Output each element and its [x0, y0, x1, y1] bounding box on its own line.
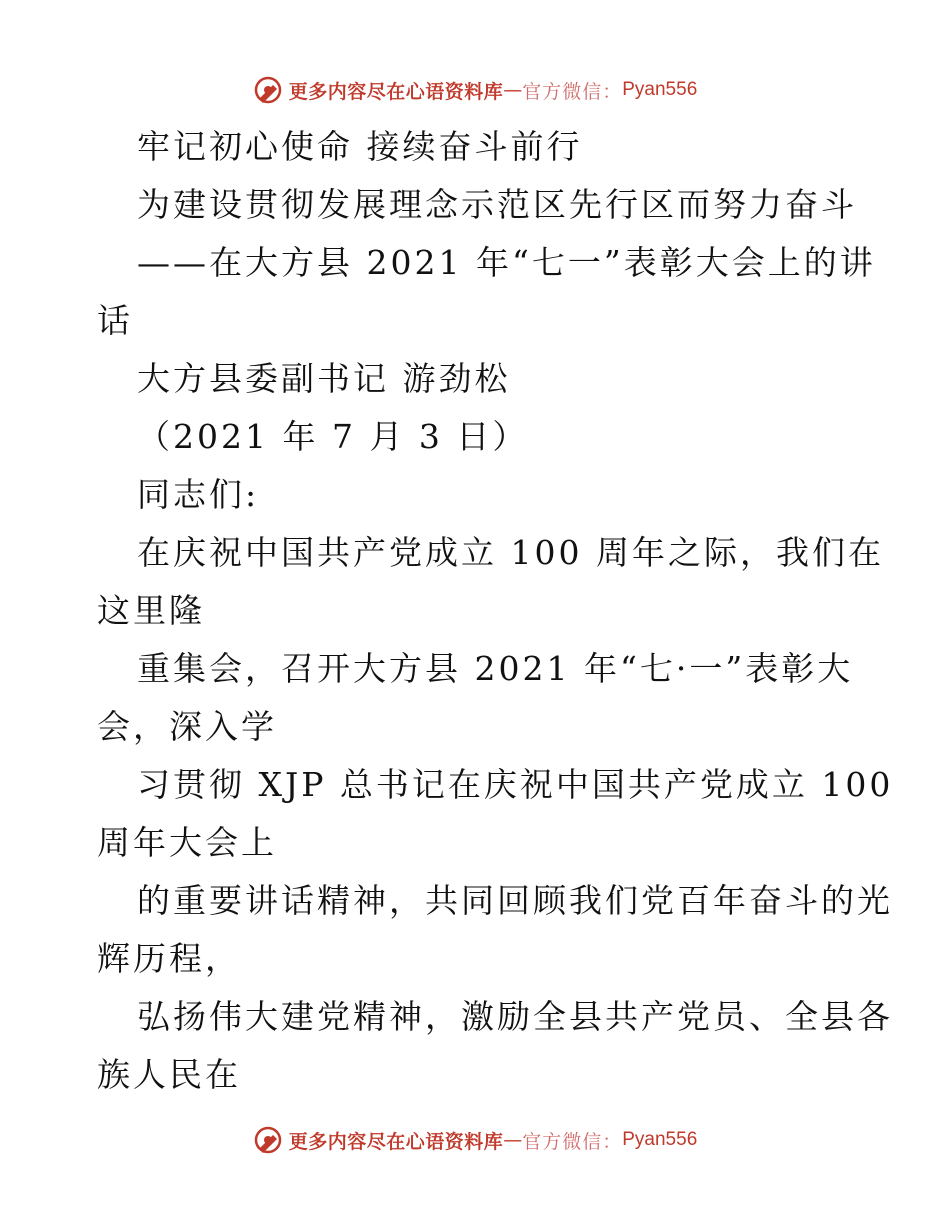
watermark-wechat-label: 官方微信： — [522, 80, 623, 103]
paragraph-line: 会，深入学 — [97, 707, 277, 746]
paragraph-line: 族人民在 — [97, 1055, 241, 1094]
watermark-dash: — — [503, 1129, 523, 1151]
speech-occasion: ——在大方县 2021 年“七一”表彰大会上的讲 — [137, 243, 876, 282]
speech-subtitle: 为建设贯彻发展理念示范区先行区而努力奋斗 — [137, 185, 857, 224]
paragraph-line: 的重要讲话精神，共同回顾我们党百年奋斗的光 — [137, 881, 893, 920]
watermark-wechat-id: Pyan556 — [622, 1129, 698, 1150]
paragraph-line: 在庆祝中国共产党成立 100 周年之际，我们在 — [137, 533, 884, 572]
watermark-wechat-label: 官方微信： — [522, 1130, 623, 1153]
pen-logo-icon — [253, 1125, 283, 1155]
speech-title: 牢记初心使命 接续奋斗前行 — [137, 127, 583, 166]
paragraph-line: 辉历程， — [97, 939, 241, 978]
paragraph-line: 重集会，召开大方县 2021 年“七·一”表彰大 — [137, 649, 854, 688]
paragraph-line: 这里隆 — [97, 591, 205, 630]
watermark-wechat-id: Pyan556 — [622, 79, 698, 100]
paragraph-line: 习贯彻 XJP 总书记在庆祝中国共产党成立 100 — [137, 765, 894, 804]
speech-occasion-cont: 话 — [97, 301, 133, 340]
document-body — [97, 118, 894, 1104]
speech-date: （2021 年 7 月 3 日） — [137, 417, 529, 456]
paragraph-line: 周年大会上 — [97, 823, 277, 862]
paragraph-line: 弘扬伟大建党精神，激励全县共产党员、全县各 — [137, 997, 893, 1036]
pen-logo-icon — [253, 75, 283, 105]
speaker: 大方县委副书记 游劲松 — [137, 359, 511, 398]
watermark-text: 更多内容尽在心语资料库 — [288, 1130, 504, 1153]
watermark-banner-top — [0, 70, 950, 110]
watermark-banner-bottom — [0, 1120, 950, 1160]
watermark-text: 更多内容尽在心语资料库 — [288, 80, 504, 103]
watermark-dash: — — [503, 79, 523, 101]
salutation: 同志们: — [137, 475, 260, 514]
